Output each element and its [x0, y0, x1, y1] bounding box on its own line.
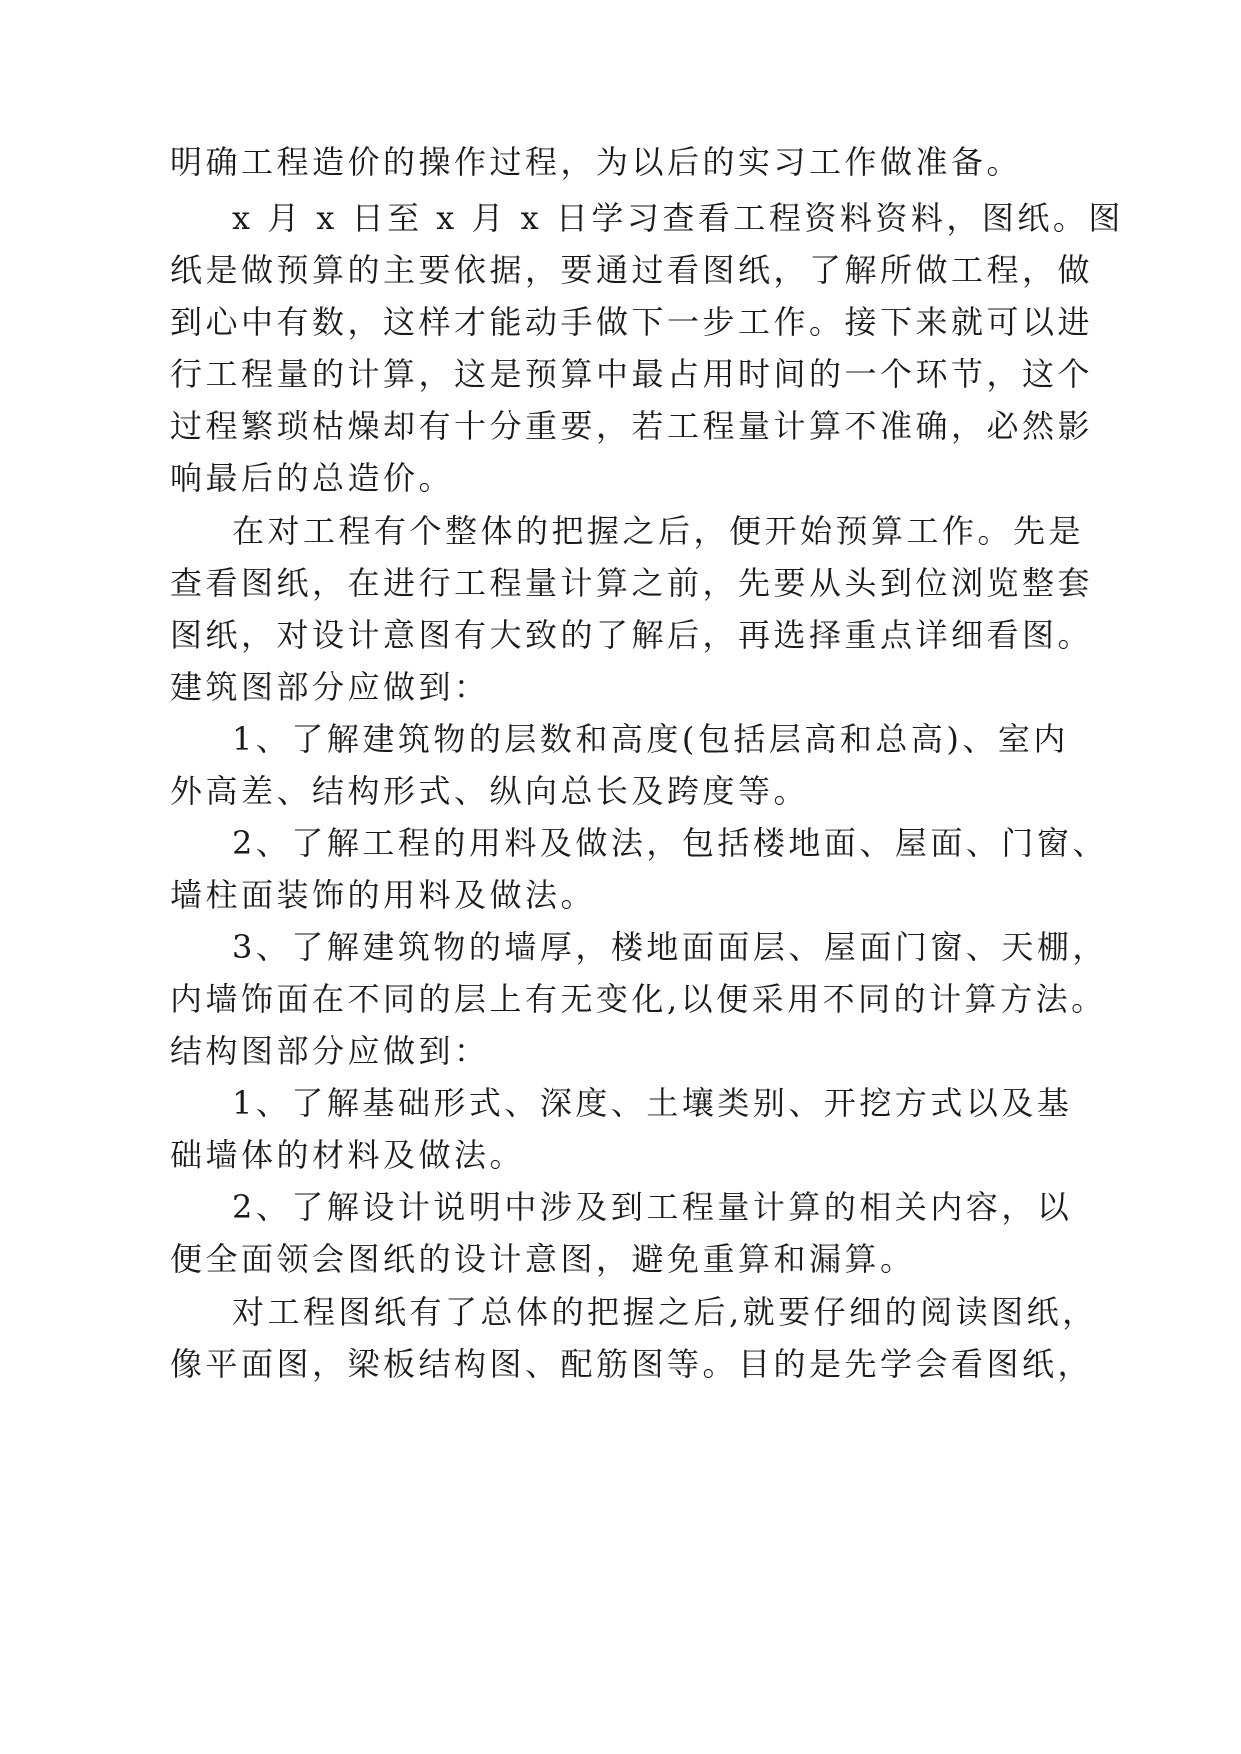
- text-line: 查看图纸，在进行工程量计算之前，先要从头到位浏览整套: [170, 564, 1094, 602]
- text-line: 行工程量的计算，这是预算中最占用时间的一个环节，这个: [170, 355, 1094, 393]
- text-line: 像平面图，梁板结构图、配筋图等。目的是先学会看图纸，: [170, 1345, 1094, 1383]
- text-line: 过程繁琐枯燥却有十分重要，若工程量计算不准确，必然影: [170, 407, 1094, 445]
- text-line: 墙柱面装饰的用料及做法。: [170, 876, 597, 914]
- text-line: 2、了解设计说明中涉及到工程量计算的相关内容，以: [232, 1188, 1073, 1226]
- text-line: 便全面领会图纸的设计意图，避免重算和漏算。: [170, 1240, 916, 1278]
- text-line: 2、了解工程的用料及做法，包括楼地面、屋面、门窗、: [232, 824, 1108, 862]
- text-line: 3、了解建筑物的墙厚，楼地面面层、屋面门窗、天棚，: [232, 928, 1108, 966]
- text-line: 纸是做预算的主要依据，要通过看图纸，了解所做工程，做: [170, 251, 1094, 289]
- text-line: 对工程图纸有了总体的把握之后,就要仔细的阅读图纸，: [232, 1293, 1098, 1331]
- text-line: 图纸，对设计意图有大致的了解后，再选择重点详细看图。: [170, 616, 1094, 654]
- text-line: 响最后的总造价。: [170, 459, 455, 497]
- text-line: 1、了解基础形式、深度、土壤类别、开挖方式以及基: [232, 1084, 1073, 1122]
- text-line: 建筑图部分应做到：: [170, 668, 490, 706]
- text-line: 到心中有数，这样才能动手做下一步工作。接下来就可以进: [170, 303, 1094, 341]
- text-line: 础墙体的材料及做法。: [170, 1136, 526, 1174]
- text-line: 明确工程造价的操作过程，为以后的实习工作做准备。: [170, 143, 1023, 181]
- text-line: 1、了解建筑物的层数和高度(包括层高和总高)、室内: [232, 720, 1069, 758]
- text-line: x 月 x 日至 x 月 x 日学习查看工程资料资料，图纸。图: [232, 199, 1124, 237]
- text-line: 内墙饰面在不同的层上有无变化,以便采用不同的计算方法。: [170, 980, 1107, 1018]
- text-line: 结构图部分应做到：: [170, 1032, 490, 1070]
- text-line: 外高差、结构形式、纵向总长及跨度等。: [170, 772, 810, 810]
- text-line: 在对工程有个整体的把握之后，便开始预算工作。先是: [232, 512, 1085, 550]
